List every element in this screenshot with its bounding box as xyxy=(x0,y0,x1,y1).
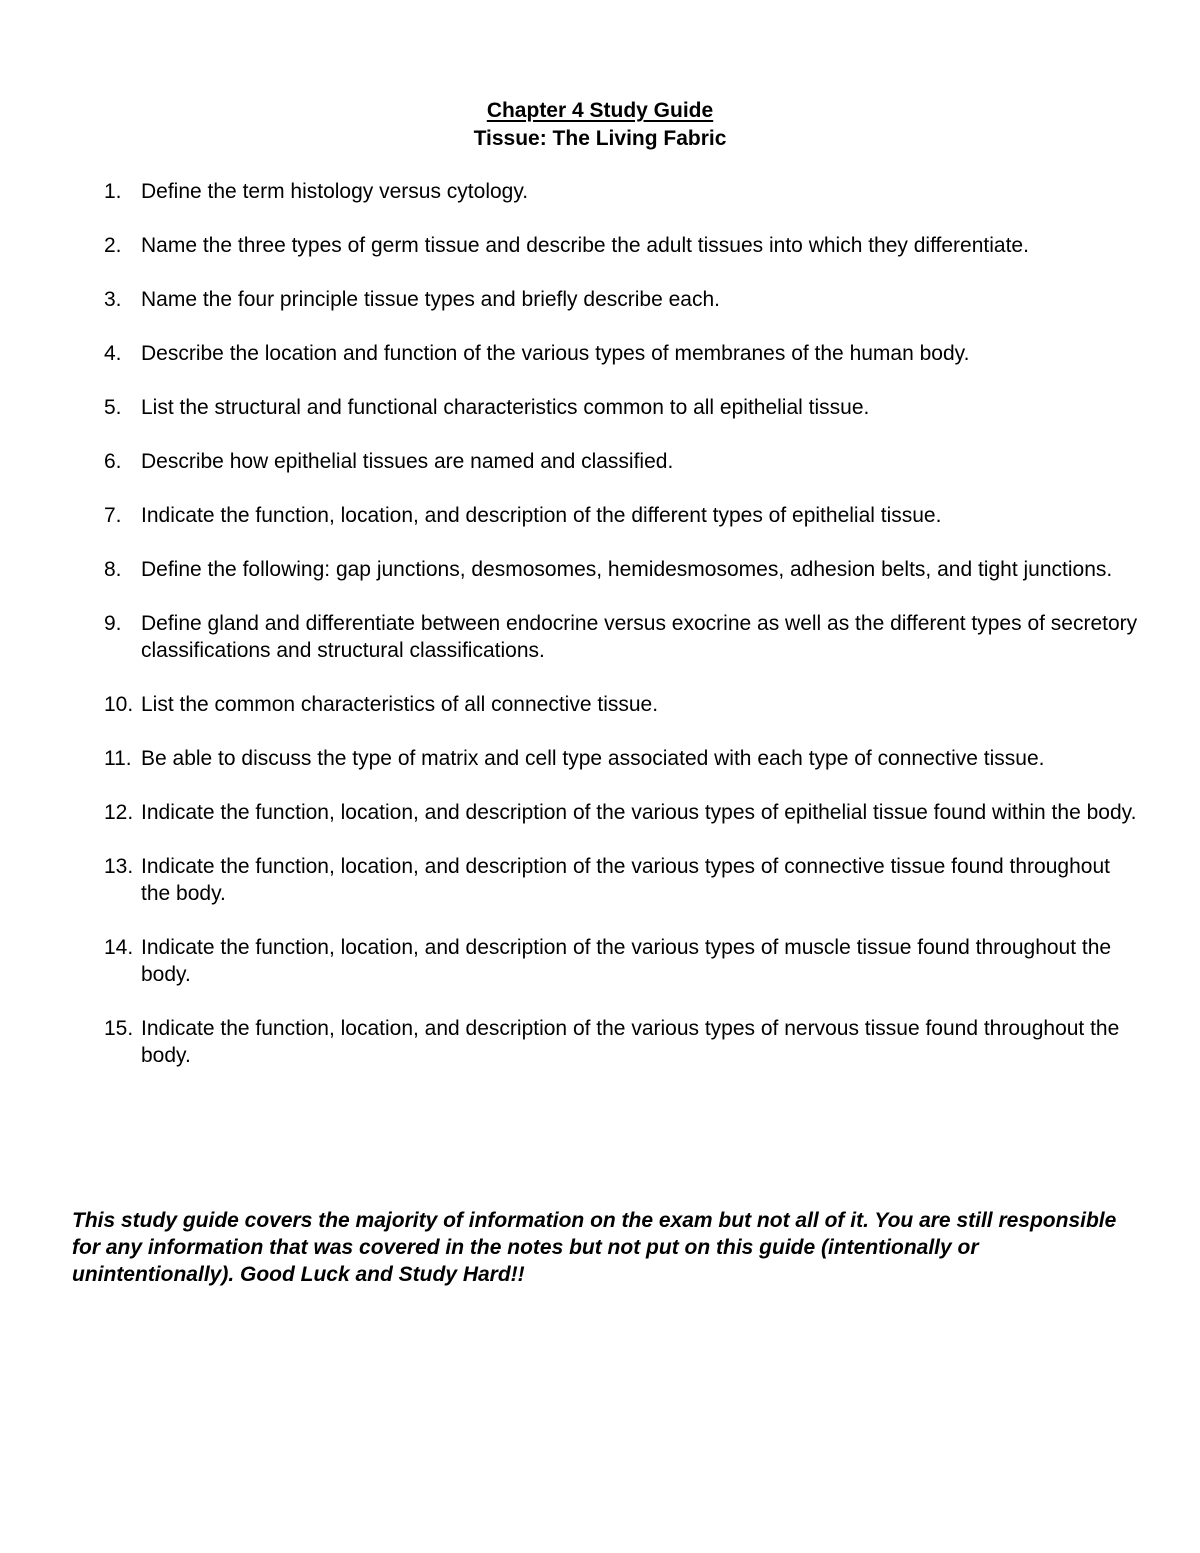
list-item xyxy=(0,610,1141,664)
question-number: 6. xyxy=(104,450,122,473)
question-text: Describe how epithelial tissues are named and classified. xyxy=(141,450,674,473)
closing-note: This study guide covers the majority of information on the exam but not all of it. You are still responsible for any information that was covered in the notes but not put on this guide (intentionally or unintentionally). Good Luck and Study Hard!! xyxy=(72,1209,1117,1286)
list-item xyxy=(0,799,1141,826)
question-number: 5. xyxy=(104,396,122,419)
question-text: Indicate the function, location, and description of the various types of epithelial tissue found within the body. xyxy=(141,801,1137,824)
question-text: Be able to discuss the type of matrix and cell type associated with each type of connective tissue. xyxy=(141,747,1045,770)
question-number: 13. xyxy=(104,855,134,878)
list-item xyxy=(0,502,1141,529)
page-title: Chapter 4 Study Guide xyxy=(486,99,714,122)
list-item xyxy=(0,556,1141,583)
question-number: 7. xyxy=(104,504,122,527)
page-subtitle: Tissue: The Living Fabric xyxy=(473,127,727,150)
question-number: 15. xyxy=(104,1017,134,1040)
list-item xyxy=(0,853,1141,907)
list-item xyxy=(0,691,1141,718)
question-text: Name the three types of germ tissue and describe the adult tissues into which they differentiate. xyxy=(141,234,1029,257)
list-item xyxy=(0,1015,1141,1069)
question-number: 3. xyxy=(104,288,122,311)
question-text: Indicate the function, location, and description of the various types of muscle tissue found throughout the body. xyxy=(141,936,1112,986)
question-number: 1. xyxy=(104,180,122,203)
list-item xyxy=(0,934,1141,988)
question-number: 11. xyxy=(104,747,132,770)
question-number: 4. xyxy=(104,342,122,365)
list-item xyxy=(0,394,1141,421)
question-text: List the structural and functional characteristics common to all epithelial tissue. xyxy=(141,396,870,419)
question-number: 9. xyxy=(104,612,122,635)
question-text: Define the term histology versus cytology. xyxy=(141,180,529,203)
question-number: 14. xyxy=(104,936,134,959)
question-text: Indicate the function, location, and description of the various types of nervous tissue found throughout the body. xyxy=(141,1017,1120,1067)
question-text: List the common characteristics of all connective tissue. xyxy=(141,693,659,716)
list-item xyxy=(0,745,1141,772)
question-list xyxy=(0,178,1200,1096)
question-number: 2. xyxy=(104,234,122,257)
question-text: Indicate the function, location, and description of the different types of epithelial tissue. xyxy=(141,504,942,527)
question-number: 10. xyxy=(104,693,134,716)
question-text: Describe the location and function of the various types of membranes of the human body. xyxy=(141,342,970,365)
list-item xyxy=(0,286,1141,313)
list-item xyxy=(0,232,1141,259)
question-text: Indicate the function, location, and description of the various types of connective tissue found throughout the body. xyxy=(141,855,1110,905)
question-number: 8. xyxy=(104,558,122,581)
list-item xyxy=(0,340,1141,367)
question-text: Define gland and differentiate between endocrine versus exocrine as well as the different types of secretory classifications and structural classifications. xyxy=(141,612,1138,662)
question-text: Name the four principle tissue types and briefly describe each. xyxy=(141,288,720,311)
list-item xyxy=(0,448,1141,475)
question-text: Define the following: gap junctions, desmosomes, hemidesmosomes, adhesion belts, and tight junctions. xyxy=(141,558,1113,581)
question-number: 12. xyxy=(104,801,134,824)
list-item xyxy=(0,178,1141,205)
